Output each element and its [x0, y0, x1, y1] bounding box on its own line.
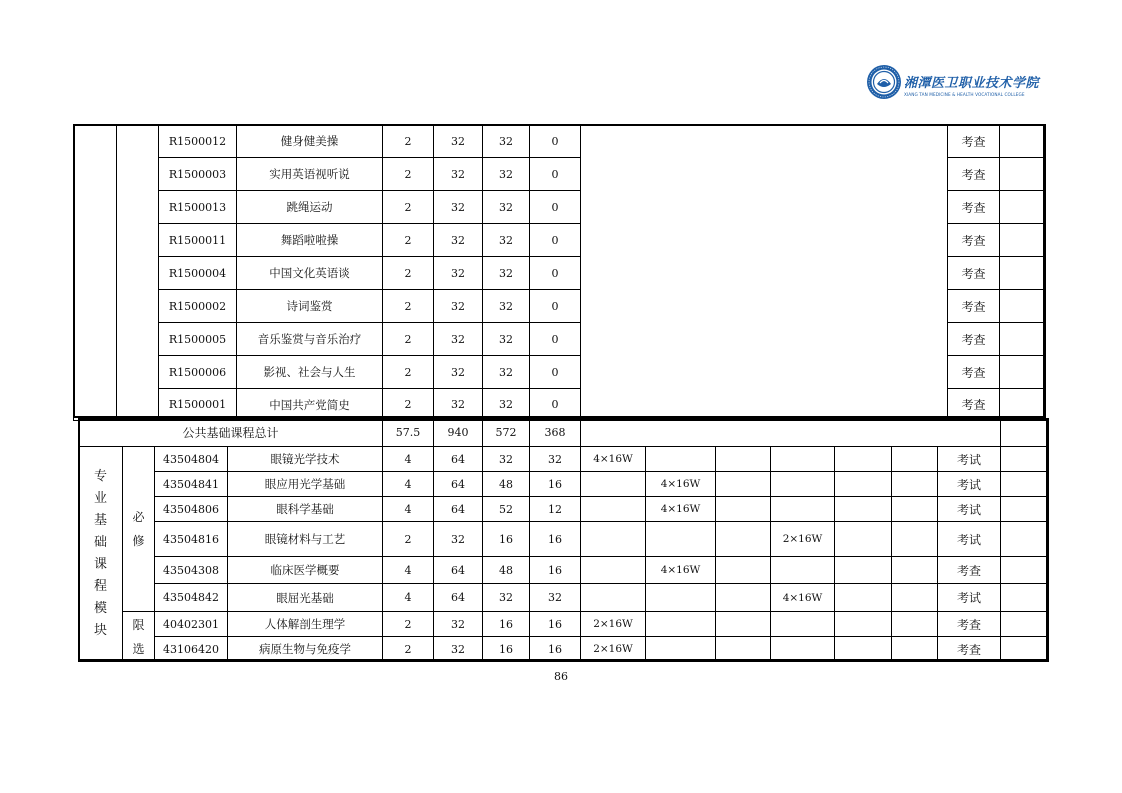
required-label [123, 447, 155, 612]
course-code: R1500013 [159, 191, 237, 224]
assessment-type: 考试 [938, 497, 1001, 522]
total-hours: 32 [434, 158, 483, 191]
course-name: 眼镜光学技术 [228, 447, 383, 472]
notes-cell [1001, 612, 1049, 637]
course-name: 健身健美操 [237, 125, 383, 158]
page-number: 86 [554, 670, 568, 683]
course-code: R1500003 [159, 158, 237, 191]
course-code: 43504308 [155, 557, 228, 584]
practice-hours: 0 [530, 323, 581, 356]
course-name: 眼应用光学基础 [228, 472, 383, 497]
course-code: R1500002 [159, 290, 237, 323]
practice-hours: 0 [530, 125, 581, 158]
semester-3 [716, 472, 771, 497]
credits: 2 [383, 191, 434, 224]
total-hours: 32 [434, 323, 483, 356]
elective-courses-table [73, 124, 1046, 421]
assessment-type: 考试 [938, 522, 1001, 557]
total-hours: 32 [434, 522, 483, 557]
credits: 2 [383, 522, 434, 557]
college-name-en: XIANG TAN MEDICINE & HEALTH VOCATIONAL COLLEGE [904, 92, 1025, 97]
assessment-type: 考查 [948, 125, 1000, 158]
course-name: 舞蹈啦啦操 [237, 224, 383, 257]
semester-6 [892, 447, 938, 472]
assessment-type: 考查 [948, 290, 1000, 323]
notes-cell [1000, 224, 1046, 257]
practice-hours: 16 [530, 557, 581, 584]
course-code: R1500011 [159, 224, 237, 257]
semester-4 [771, 557, 835, 584]
notes-cell [1001, 447, 1049, 472]
theory-hours: 52 [483, 497, 530, 522]
semester-5 [835, 447, 892, 472]
course-code: 43504816 [155, 522, 228, 557]
table-row [79, 584, 1049, 612]
credits: 2 [383, 290, 434, 323]
total-hours: 32 [434, 257, 483, 290]
practice-hours: 0 [530, 191, 581, 224]
course-name: 眼科学基础 [228, 497, 383, 522]
table-row [79, 447, 1049, 472]
practice-hours: 16 [530, 612, 581, 637]
credits: 2 [383, 389, 434, 421]
semester-3 [716, 637, 771, 662]
credits: 4 [383, 472, 434, 497]
semester-1: 4×16W [581, 447, 646, 472]
practice-hours: 16 [530, 472, 581, 497]
notes-cell [1000, 158, 1046, 191]
semester-3 [716, 612, 771, 637]
total-hours: 64 [434, 497, 483, 522]
college-seal-icon [866, 64, 902, 100]
theory-hours: 32 [483, 447, 530, 472]
course-name: 眼镜材料与工艺 [228, 522, 383, 557]
semester-5 [835, 472, 892, 497]
practice-hours: 16 [530, 637, 581, 662]
theory-hours: 16 [483, 637, 530, 662]
course-code: 43504806 [155, 497, 228, 522]
notes-cell [1001, 584, 1049, 612]
total-hours: 32 [434, 612, 483, 637]
subcategory-cell [117, 125, 159, 421]
semester-4 [771, 497, 835, 522]
semester-4 [771, 612, 835, 637]
course-name: 中国文化英语谈 [237, 257, 383, 290]
assessment-type: 考查 [938, 557, 1001, 584]
table-row [79, 497, 1049, 522]
semester-schedule-cell [581, 125, 948, 421]
credits: 2 [383, 612, 434, 637]
notes-cell [1000, 125, 1046, 158]
course-code: R1500005 [159, 323, 237, 356]
limited-label [123, 612, 155, 662]
credits: 2 [383, 257, 434, 290]
semester-6 [892, 522, 938, 557]
credits: 2 [383, 637, 434, 662]
course-code: 43106420 [155, 637, 228, 662]
credits: 4 [383, 584, 434, 612]
theory-hours: 16 [483, 522, 530, 557]
semester-1 [581, 557, 646, 584]
assessment-type: 考查 [948, 158, 1000, 191]
credits: 4 [383, 447, 434, 472]
practice-hours: 12 [530, 497, 581, 522]
notes-cell [1000, 257, 1046, 290]
college-name-cn: 湘潭医卫职业技术学院 [904, 76, 1040, 91]
assessment-type: 考查 [948, 356, 1000, 389]
total-hours: 64 [434, 447, 483, 472]
course-name: 人体解剖生理学 [228, 612, 383, 637]
semester-6 [892, 637, 938, 662]
semester-4 [771, 637, 835, 662]
credits: 2 [383, 356, 434, 389]
table-row [79, 522, 1049, 557]
semester-3 [716, 447, 771, 472]
total-hours: 32 [434, 191, 483, 224]
table-row [74, 125, 1046, 158]
theory-hours: 48 [483, 557, 530, 584]
semester-4 [771, 447, 835, 472]
credits: 4 [383, 497, 434, 522]
required-label-text: 必修 [132, 510, 145, 548]
practice-hours: 0 [530, 356, 581, 389]
semester-4: 2×16W [771, 522, 835, 557]
module-label-text: 专业基础课程模块 [93, 469, 107, 638]
category-cell [74, 125, 117, 421]
practice-hours: 0 [530, 290, 581, 323]
table-row [79, 472, 1049, 497]
semester-1 [581, 497, 646, 522]
professional-module-table [78, 418, 1049, 662]
semester-2 [646, 522, 716, 557]
assessment-type: 考查 [948, 191, 1000, 224]
semester-4: 4×16W [771, 584, 835, 612]
theory-hours: 32 [483, 125, 530, 158]
table-row [79, 612, 1049, 637]
course-code: R1500004 [159, 257, 237, 290]
assessment-type: 考试 [938, 472, 1001, 497]
course-code: 43504804 [155, 447, 228, 472]
semester-5 [835, 637, 892, 662]
semester-2: 4×16W [646, 497, 716, 522]
practice-hours: 32 [530, 584, 581, 612]
theory-hours: 48 [483, 472, 530, 497]
total-hours: 32 [434, 637, 483, 662]
course-name: 诗词鉴赏 [237, 290, 383, 323]
total-row [79, 419, 1049, 447]
total-theory: 572 [483, 419, 530, 447]
notes-cell [1000, 323, 1046, 356]
semester-2 [646, 612, 716, 637]
total-practice: 368 [530, 419, 581, 447]
notes-cell [1000, 290, 1046, 323]
table-row [79, 557, 1049, 584]
theory-hours: 32 [483, 389, 530, 421]
total-hours: 32 [434, 389, 483, 421]
notes-cell [1001, 472, 1049, 497]
semester-5 [835, 522, 892, 557]
total-credits: 57.5 [383, 419, 434, 447]
total-empty [581, 419, 1001, 447]
credits: 2 [383, 158, 434, 191]
notes-cell [1001, 497, 1049, 522]
practice-hours: 0 [530, 389, 581, 421]
total-hours: 64 [434, 557, 483, 584]
theory-hours: 32 [483, 257, 530, 290]
semester-5 [835, 584, 892, 612]
theory-hours: 16 [483, 612, 530, 637]
total-hours: 32 [434, 125, 483, 158]
semester-6 [892, 612, 938, 637]
semester-5 [835, 557, 892, 584]
notes-cell [1000, 356, 1046, 389]
assessment-type: 考查 [938, 637, 1001, 662]
semester-5 [835, 612, 892, 637]
course-name: 跳绳运动 [237, 191, 383, 224]
assessment-type: 考查 [938, 612, 1001, 637]
total-hours: 32 [434, 290, 483, 323]
college-name [904, 72, 1040, 97]
assessment-type: 考查 [948, 389, 1000, 421]
credits: 2 [383, 224, 434, 257]
semester-6 [892, 557, 938, 584]
semester-1 [581, 472, 646, 497]
course-name: 病原生物与免疫学 [228, 637, 383, 662]
total-notes [1001, 419, 1049, 447]
theory-hours: 32 [483, 224, 530, 257]
assessment-type: 考试 [938, 584, 1001, 612]
semester-2: 4×16W [646, 557, 716, 584]
course-code: 43504841 [155, 472, 228, 497]
course-code: R1500001 [159, 389, 237, 421]
total-hours: 64 [434, 472, 483, 497]
credits: 2 [383, 323, 434, 356]
notes-cell [1000, 191, 1046, 224]
total-hours: 32 [434, 224, 483, 257]
course-name: 影视、社会与人生 [237, 356, 383, 389]
notes-cell [1001, 557, 1049, 584]
practice-hours: 32 [530, 447, 581, 472]
semester-1: 2×16W [581, 612, 646, 637]
semester-2 [646, 637, 716, 662]
assessment-type: 考查 [948, 224, 1000, 257]
assessment-type: 考试 [938, 447, 1001, 472]
theory-hours: 32 [483, 356, 530, 389]
theory-hours: 32 [483, 323, 530, 356]
course-name: 实用英语视听说 [237, 158, 383, 191]
total-hours: 940 [434, 419, 483, 447]
assessment-type: 考查 [948, 257, 1000, 290]
course-code: R1500006 [159, 356, 237, 389]
course-code: 40402301 [155, 612, 228, 637]
assessment-type: 考查 [948, 323, 1000, 356]
theory-hours: 32 [483, 584, 530, 612]
theory-hours: 32 [483, 191, 530, 224]
theory-hours: 32 [483, 290, 530, 323]
notes-cell [1000, 389, 1046, 421]
course-code: R1500012 [159, 125, 237, 158]
semester-6 [892, 497, 938, 522]
practice-hours: 0 [530, 224, 581, 257]
semester-2: 4×16W [646, 472, 716, 497]
semester-1 [581, 584, 646, 612]
practice-hours: 0 [530, 257, 581, 290]
semester-3 [716, 584, 771, 612]
credits: 2 [383, 125, 434, 158]
course-name: 音乐鉴赏与音乐治疗 [237, 323, 383, 356]
total-label: 公共基础课程总计 [79, 419, 383, 447]
total-hours: 32 [434, 356, 483, 389]
module-label [79, 447, 123, 662]
course-name: 中国共产党简史 [237, 389, 383, 421]
practice-hours: 0 [530, 158, 581, 191]
semester-3 [716, 522, 771, 557]
notes-cell [1001, 637, 1049, 662]
semester-1: 2×16W [581, 637, 646, 662]
semester-2 [646, 584, 716, 612]
semester-1 [581, 522, 646, 557]
table-row [79, 637, 1049, 662]
course-name: 眼屈光基础 [228, 584, 383, 612]
course-name: 临床医学概要 [228, 557, 383, 584]
semester-5 [835, 497, 892, 522]
semester-2 [646, 447, 716, 472]
credits: 4 [383, 557, 434, 584]
semester-6 [892, 472, 938, 497]
semester-6 [892, 584, 938, 612]
total-hours: 64 [434, 584, 483, 612]
notes-cell [1001, 522, 1049, 557]
semester-3 [716, 557, 771, 584]
theory-hours: 32 [483, 158, 530, 191]
limited-label-text: 限选 [132, 617, 145, 656]
practice-hours: 16 [530, 522, 581, 557]
semester-3 [716, 497, 771, 522]
course-code: 43504842 [155, 584, 228, 612]
semester-4 [771, 472, 835, 497]
